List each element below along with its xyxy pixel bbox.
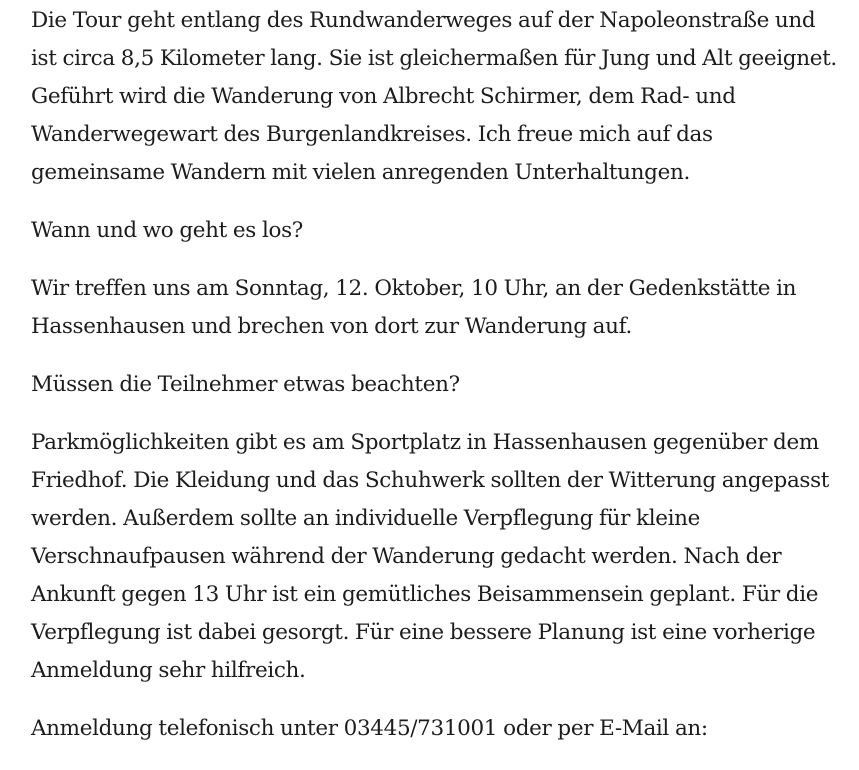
answer-participant-notes: Parkmöglichkeiten gibt es am Sportplatz in Hassenhausen gegenüber dem Friedhof. Die Kleidung und das Schuhwerk sollten der Witterung angepasst werden. Außerdem sollte an individuelle Verpflegung für kleine Verschnaufpausen während der Wanderung gedacht werden. Nach der Ankunft gegen 13 Uhr ist ein gemütliches Beisammensein geplant. Für die Verpflegung ist dabei gesorgt. Für eine bessere Planung ist eine vorherige Anmeldung sehr hilfreich. [31,430,830,683]
question-participant-notes: Müssen die Teilnehmer etwas beachten? [31,372,460,397]
paragraph-tour-description: Die Tour geht entlang des Rundwanderweges auf der Napoleonstraße und ist circa 8,5 Kilometer lang. Sie ist gleichermaßen für Jung und Alt geeignet. Geführt wird die Wanderung von Albrecht Schirmer, dem Rad- und Wanderwegewart des Burgenlandkreises. Ich freue mich auf das gemeinsame Wandern mit vielen anregenden Unterhaltungen. [31,8,837,185]
registration-info: Anmeldung telefonisch unter 03445/731001 oder per E-Mail an: [31,716,708,741]
answer-meeting-point: Wir treffen uns am Sonntag, 12. Oktober, 10 Uhr, an der Gedenkstätte in Hassenhausen und brechen von dort zur Wanderung auf. [31,276,797,339]
article-body [31,2,843,768]
question-when-where: Wann und wo geht es los? [31,218,303,243]
